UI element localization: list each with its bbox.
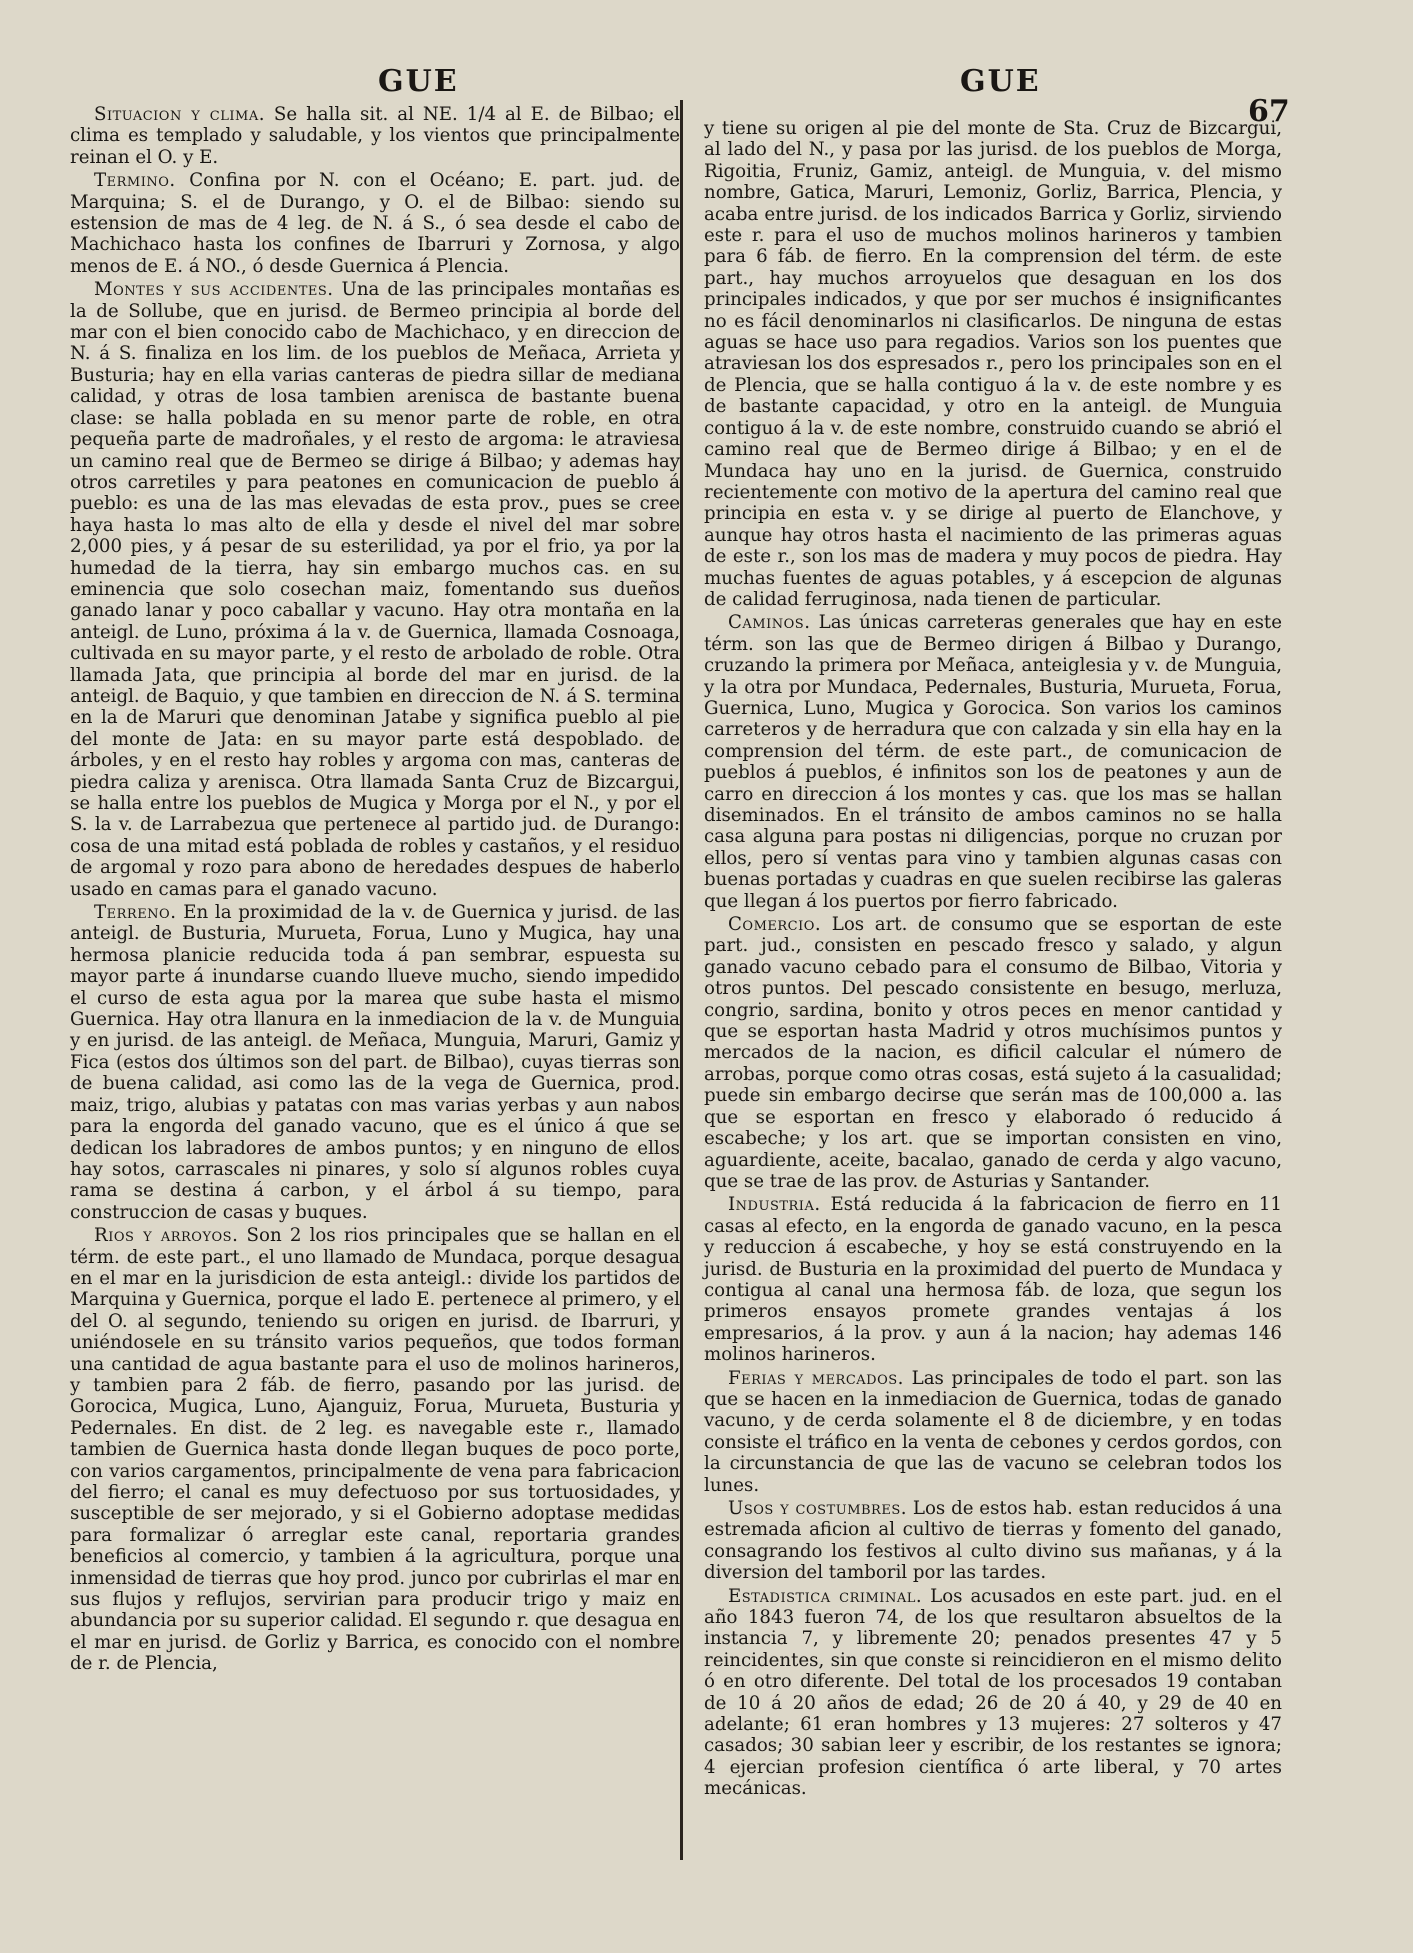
paragraph-text: Los de estos hab. estan reducidos á una estremada aficion al cultivo de tierras y fomento del ganado, consagrando los festivos al culto divino sus mañanas, y á la diversion del tamboril por las tardes. (704, 1498, 1282, 1584)
paragraph (70, 902, 680, 1223)
section-heading: Caminos. (728, 612, 811, 634)
section-heading: Estadistica criminal. (728, 1585, 923, 1607)
section-heading: Comercio. (728, 914, 822, 936)
section-heading: Industria. (728, 1194, 821, 1216)
paragraph-text: Son 2 los rios principales que se hallan en el térm. de este part., el uno llamado de Mundaca, porque desagua en el mar en la jurisdicion de esta anteigl.: divide los partidos de Marquina y Guernica, porque el lado E. pertenece al primero, y el del O. al segundo, teniendo su origen en jurisd. de Ibarruri, y uniéndosele en su tránsito varios pequeños, que todos forman una cantidad de agua bastante para el uso de molinos harineros, y tambien para 2 fáb. de fierro, pasando por las jurisd. de Gorocica, Mugica, Luno, Ajanguiz, Forua, Murueta, Busturia y Pedernales. En dist. de 2 leg. es navegable este r., llamado tambien de Guernica hasta donde llegan buques de poco porte, con varios cargamentos, principalmente de vena para fabricacion del fierro; el canal es muy defectuoso por sus tortuosidades, y susceptible de ser mejorado, y si el Gobierno adoptase medidas para formalizar ó arreglar este canal, reportaria grandes beneficios al comercio, y tambien á la agricultura, porque una inmensidad de tierras que hoy prod. junco por cubrirlas el mar en sus flujos y reflujos, servirian para producir trigo y maiz en abundancia por su superior calidad. El segundo r. que desagua en el mar en jurisd. de Gorliz y Barrica, es conocido con el nombre de r. de Plencia, (70, 1225, 680, 1675)
section-heading: Terreno. (94, 902, 177, 924)
paragraph (70, 1225, 680, 1675)
page-number: 67 (1248, 94, 1290, 129)
paragraph (70, 104, 680, 168)
right-column (704, 118, 1282, 1800)
paragraph-text: Las principales de todo el part. son las que se hacen en la inmediacion de Guernica, todas de ganado vacuno, y de cerda solamente el 8 de diciembre, y en todas consiste el tráfico en la venta de cebones y cerdos gordos, con la circunstancia de que las de vacuno se celebran todos los lunes. (704, 1367, 1282, 1496)
section-heading: Rios y arroyos. (94, 1225, 239, 1247)
section-heading: Montes y sus accidentes. (94, 279, 334, 301)
paragraph-text: y tiene su origen al pie del monte de Sta. Cruz de Bizcargui, al lado del N., y pasa por las jurisd. de los pueblos de Morga, Rigoitia, Fruniz, Gamiz, anteigl. de Munguia, v. del mismo nombre, Gatica, Maruri, Lemoniz, Gorliz, Barrica, Plencia, y acaba entre jurisd. de los indicados Barrica y Gorliz, sirviendo este r. para el uso de muchos molinos harineros y tambien para 6 fáb. de fierro. En la comprension del térm. de este part., hay muchos arroyuelos que desaguan en los dos principales indicados, y que por ser muchos é insignificantes no es fácil denominarlos ni clasificarlos. De ninguna de estas aguas se hace uso para regadios. Varios son los puentes que atraviesan los dos espresados r., pero los principales son en el de Plencia, que se halla contiguo á la v. de este nombre y es de bastante capacidad, y otro en la anteigl. de Munguia contiguo á la v. de este nombre, construido cuando se abrió el camino real que de Bermeo dirige á Bilbao; y en el de Mundaca hay uno en la jurisd. de Guernica, construido recientemente con motivo de la apertura del camino real que principia en esta v. y se dirige al puerto de Elanchove, y aunque hay otros hasta el nacimiento de las primeras aguas de este r., son los mas de madera y muy pocos de piedra. Hay muchas fuentes de aguas potables, y á escepcion de algunas de calidad ferruginosa, nada tienen de particular. (704, 118, 1282, 610)
left-running-head: GUE (378, 64, 459, 99)
section-heading: Situacion y clima. (94, 104, 265, 125)
section-heading: Ferias y mercados. (728, 1367, 904, 1389)
paragraph (704, 118, 1282, 610)
paragraph (704, 1586, 1282, 1800)
paragraph-text: En la proximidad de la v. de Guernica y jurisd. de las anteigl. de Busturia, Murueta, Forua, Luno y Mugica, hay una hermosa planicie reducida toda á pan sembrar, espuesta su mayor parte á inundarse cuando llueve mucho, siendo impedido el curso de esta agua por la marea que sube hasta el mismo Guernica. Hay otra llanura en la inmediacion de la v. de Munguia y en jurisd. de las anteigl. de Meñaca, Munguia, Maruri, Gamiz y Fica (estos dos últimos son del part. de Bilbao), cuyas tierras son de buena calidad, asi como las de la vega de Guernica, prod. maiz, trigo, alubias y patatas con mas varias yerbas y aun nabos para la engorda del ganado vacuno, que es el único á que se dedican los labradores de ambos puntos; y en ninguno de ellos hay sotos, carrascales ni pinares, y solo sí algunos robles cuya rama se destina á carbon, y el árbol á su tiempo, para construccion de casas y buques. (70, 902, 680, 1223)
paragraph (704, 1498, 1282, 1584)
paragraph (704, 1368, 1282, 1496)
column-divider (680, 100, 683, 1860)
paragraph-text: Está reducida á la fabricacion de fierro en 11 casas al efecto, en la engorda de ganado vacuno, en la pesca y reduccion á escabeche, y hoy se está construyendo en la jurisd. de Busturia en la proximidad del puerto de Mundaca y contigua al canal una hermosa fáb. de loza, que segun los primeros ensayos promete grandes ventajas á los empresarios, á la prov. y aun á la nacion; hay ademas 146 molinos harineros. (704, 1194, 1282, 1366)
section-heading: Usos y costumbres. (728, 1498, 908, 1519)
paragraph-text: Confina por N. con el Océano; E. part. jud. de Marquina; S. el de Durango, y O. el de Bilbao: siendo su estension de mas de 4 leg. de N. á S., ó sea desde el cabo de Machichaco hasta los confines de Ibarruri y Zornosa, y algo menos de E. á NO., ó desde Guernica á Plencia. (70, 170, 680, 277)
paragraph (704, 914, 1282, 1192)
paragraph-text: Una de las principales montañas es la de Sollube, que en jurisd. de Bermeo principia al borde del mar con el bien conocido cabo de Machichaco, y en direccion de N. á S. finaliza en los lim. de los pueblos de Meñaca, Arrieta y Busturia; hay en ella varias canteras de piedra sillar de mediana calidad, y otras de losa tambien arenisca de bastante buena clase: se halla poblada en su menor parte de roble, en otra pequeña parte de madroñales, y el resto de argoma: le atraviesa un camino real que de Bermeo se dirige á Bilbao; y ademas hay otros carretiles y para peatones en comunicacion de pueblo á pueblo: es una de las mas elevadas de esta prov., pues se cree haya hasta lo mas alto de ella y desde el nivel del mar sobre 2,000 pies, y á pesar de su esterilidad, ya por el frio, ya por la humedad de la tierra, hay sin embargo muchos cas. en su eminencia que solo cosechan maiz, fomentando sus dueños ganado lanar y poco caballar y vacuno. Hay otra montaña en la anteigl. de Luno, próxima á la v. de Guernica, llamada Cosnoaga, cultivada en su mayor parte, y el resto de arbolado de roble. Otra llamada Jata, que principia al borde del mar en jurisd. de la anteigl. de Baquio, y que tambien en direccion de N. á S. termina en la de Maruri que denominan Jatabe y significa pueblo al pie del monte de Jata: en su mayor parte está despoblado. de árboles, y en el resto hay robles y argoma con mas, canteras de piedra caliza y arenisca. Otra llamada Santa Cruz de Bizcargui, se halla entre los pueblos de Mugica y Morga por el N., y por el S. la v. de Larrabezua que pertenece al partido jud. de Durango: cosa de una mitad está poblada de robles y castaños, y el residuo de argomal y rozo para abono de heredades despues de haberlo usado en camas para el ganado vacuno. (70, 279, 680, 900)
right-running-head: GUE (960, 64, 1041, 99)
paragraph-text: Se halla sit. al NE. 1/4 al E. de Bilbao; el clima es templado y saludable, y los vientos que principalmente reinan el O. y E. (70, 104, 680, 168)
left-column (70, 104, 680, 1675)
paragraph-text: Los art. de consumo que se esportan de este part. jud., consisten en pescado fresco y salado, y algun ganado vacuno cebado para el consumo de Bilbao, Vitoria y otros puntos. Del pescado consistente en besugo, merluza, congrio, sardina, bonito y otros peces en menor cantidad y que se esportan hasta Madrid y otros muchísimos puntos y mercados de la nacion, es dificil calcular el número de arrobas, porque como otras cosas, está sujeto á la casualidad; puede sin embargo decirse que serán mas de 100,000 a. las que se esportan en fresco y elaborado ó reducido á escabeche; y los art. que se importan consisten en vino, aguardiente, aceite, bacalao, ganado de cerda y algo vacuno, que se trae de las prov. de Asturias y Santander. (704, 914, 1282, 1192)
paragraph (70, 279, 680, 900)
section-heading: Termino. (94, 170, 176, 192)
paragraph (70, 170, 680, 277)
paragraph (704, 1194, 1282, 1365)
paragraph-text: Las únicas carreteras generales que hay en este térm. son las que de Bermeo dirigen á Bilbao y Durango, cruzando la primera por Meñaca, anteiglesia y v. de Munguia, y la otra por Mundaca, Pedernales, Busturia, Murueta, Forua, Guernica, Luno, Mugica y Gorocica. Son varios los caminos carreteros y de herradura que con calzada y sin ella hay en la comprension del térm. de este part., de comunicacion de pueblos á pueblos, é infinitos son los de peatones y aun de carro en direccion á los montes y cas. que los mas se hallan diseminados. En el tránsito de ambos caminos no se halla casa alguna para postas ni diligencias, porque no cruzan por ellos, pero sí ventas para vino y tambien algunas casas con buenas portadas y cuadras en que suelen recibirse las galeras que llegan á los puertos por fierro fabricado. (704, 612, 1282, 912)
paragraph (704, 612, 1282, 912)
paragraph-text: Los acusados en este part. jud. en el año 1843 fueron 74, de los que resultaron absueltos de la instancia 7, y libremente 20; penados presentes 47 y 5 reincidentes, sin que conste si reincidieron en el mismo delito ó en otro diferente. Del total de los procesados 19 contaban de 10 á 20 años de edad; 26 de 20 á 40, y 29 de 40 en adelante; 61 eran hombres y 13 mujeres: 27 solteros y 47 casados; 30 sabian leer y escribir, de los restantes se ignora; 4 ejercian profesion científica ó arte liberal, y 70 artes mecánicas. (704, 1585, 1282, 1800)
